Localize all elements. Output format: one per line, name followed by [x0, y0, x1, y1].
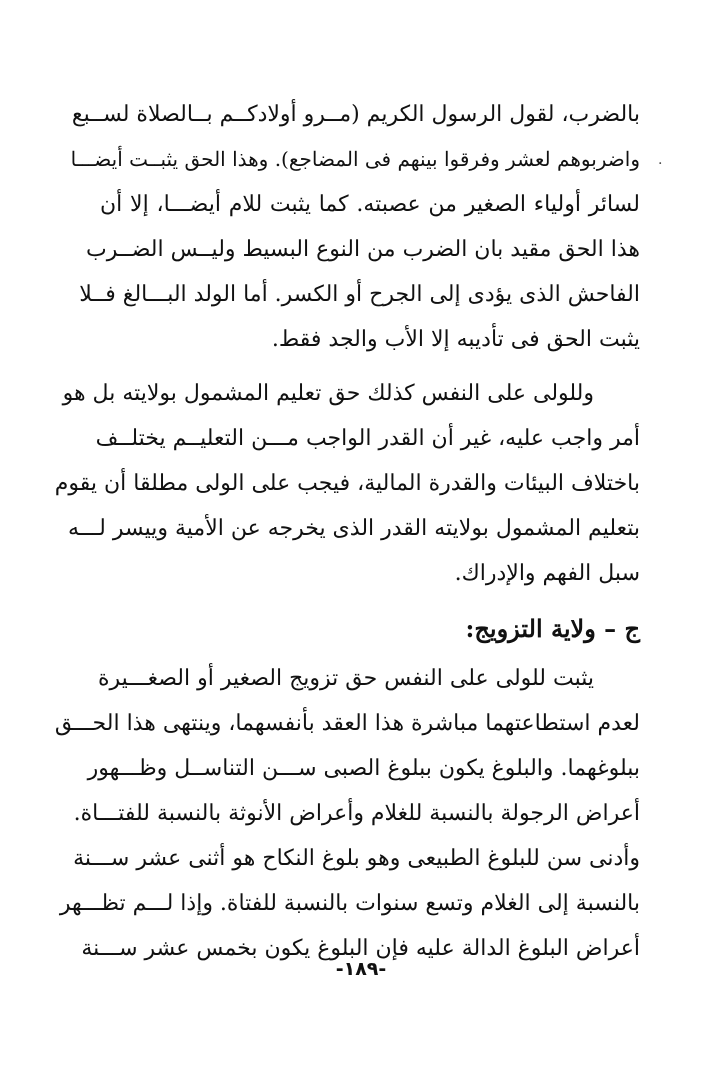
text-line: لسائر أولياء الصغير من عصبته. كما يثبت للام أيضـــا، إلا أن — [100, 192, 640, 217]
paragraph-discipline — [70, 92, 640, 362]
text-line: لعدم استطاعتهما مباشرة هذا العقد بأنفسهما، وينتهى هذا الحـــق — [54, 711, 640, 736]
text-line: أعراض البلوغ الدالة عليه فإن البلوغ يكون بخمس عشر ســـنة — [81, 936, 640, 961]
text-line: الفاحش الذى يؤدى إلى الجرح أو الكسر. أما الولد البـــالغ فــلا — [79, 282, 640, 307]
text-line: واضربوهم لعشر وفرقوا بينهم فى المضاجع). وهذا الحق يثبــت أيضـــا — [70, 147, 640, 171]
text-line: هذا الحق مقيد بان الضرب من النوع البسيط وليــس الضــرب — [85, 237, 640, 262]
paragraph-education — [54, 371, 640, 596]
text-line: يثبت للولى على النفس حق تزويج الصغير أو الصغـــيرة — [97, 666, 594, 691]
text-line: بالضرب، لقول الرسول الكريم (مــرو أولادكــم بــالصلاة لســبع — [71, 102, 640, 127]
text-line: بالنسبة إلى الغلام وتسع سنوات بالنسبة للفتاة. وإذا لـــم تظـــهر — [59, 891, 640, 916]
text-line: أعراض الرجولة بالنسبة للغلام وأعراض الأنوثة بالنسبة للفتـــاة. — [73, 801, 640, 826]
page-number: -١٨٩- — [335, 958, 387, 980]
text-line: ببلوغهما. والبلوغ يكون ببلوغ الصبى ســـن التناســل وظـــهور — [87, 756, 640, 781]
section-heading: ج – ولاية التزويج: — [465, 614, 640, 643]
text-line: وللولى على النفس كذلك حق تعليم المشمول بولايته بل هو — [62, 381, 594, 406]
text-line: أمر واجب عليه، غير أن القدر الواجب مـــن التعليــم يختلــف — [95, 426, 640, 451]
text-line: باختلاف البيئات والقدرة المالية، فيجب على الولى مطلقا أن يقوم — [54, 471, 640, 496]
text-line: وأدنى سن للبلوغ الطبيعى وهو بلوغ النكاح هو أثنى عشر ســـنة — [73, 846, 640, 871]
text-line: سبل الفهم والإدراك. — [454, 561, 640, 586]
margin-mark: . — [658, 152, 663, 168]
paragraph-marriage — [54, 656, 640, 971]
document-body — [54, 92, 640, 971]
text-line: بتعليم المشمول بولايته القدر الذى يخرجه عن الأمية وييسر لـــه — [68, 516, 640, 541]
text-line: يثبت الحق فى تأديبه إلا الأب والجد فقط. — [271, 327, 640, 352]
